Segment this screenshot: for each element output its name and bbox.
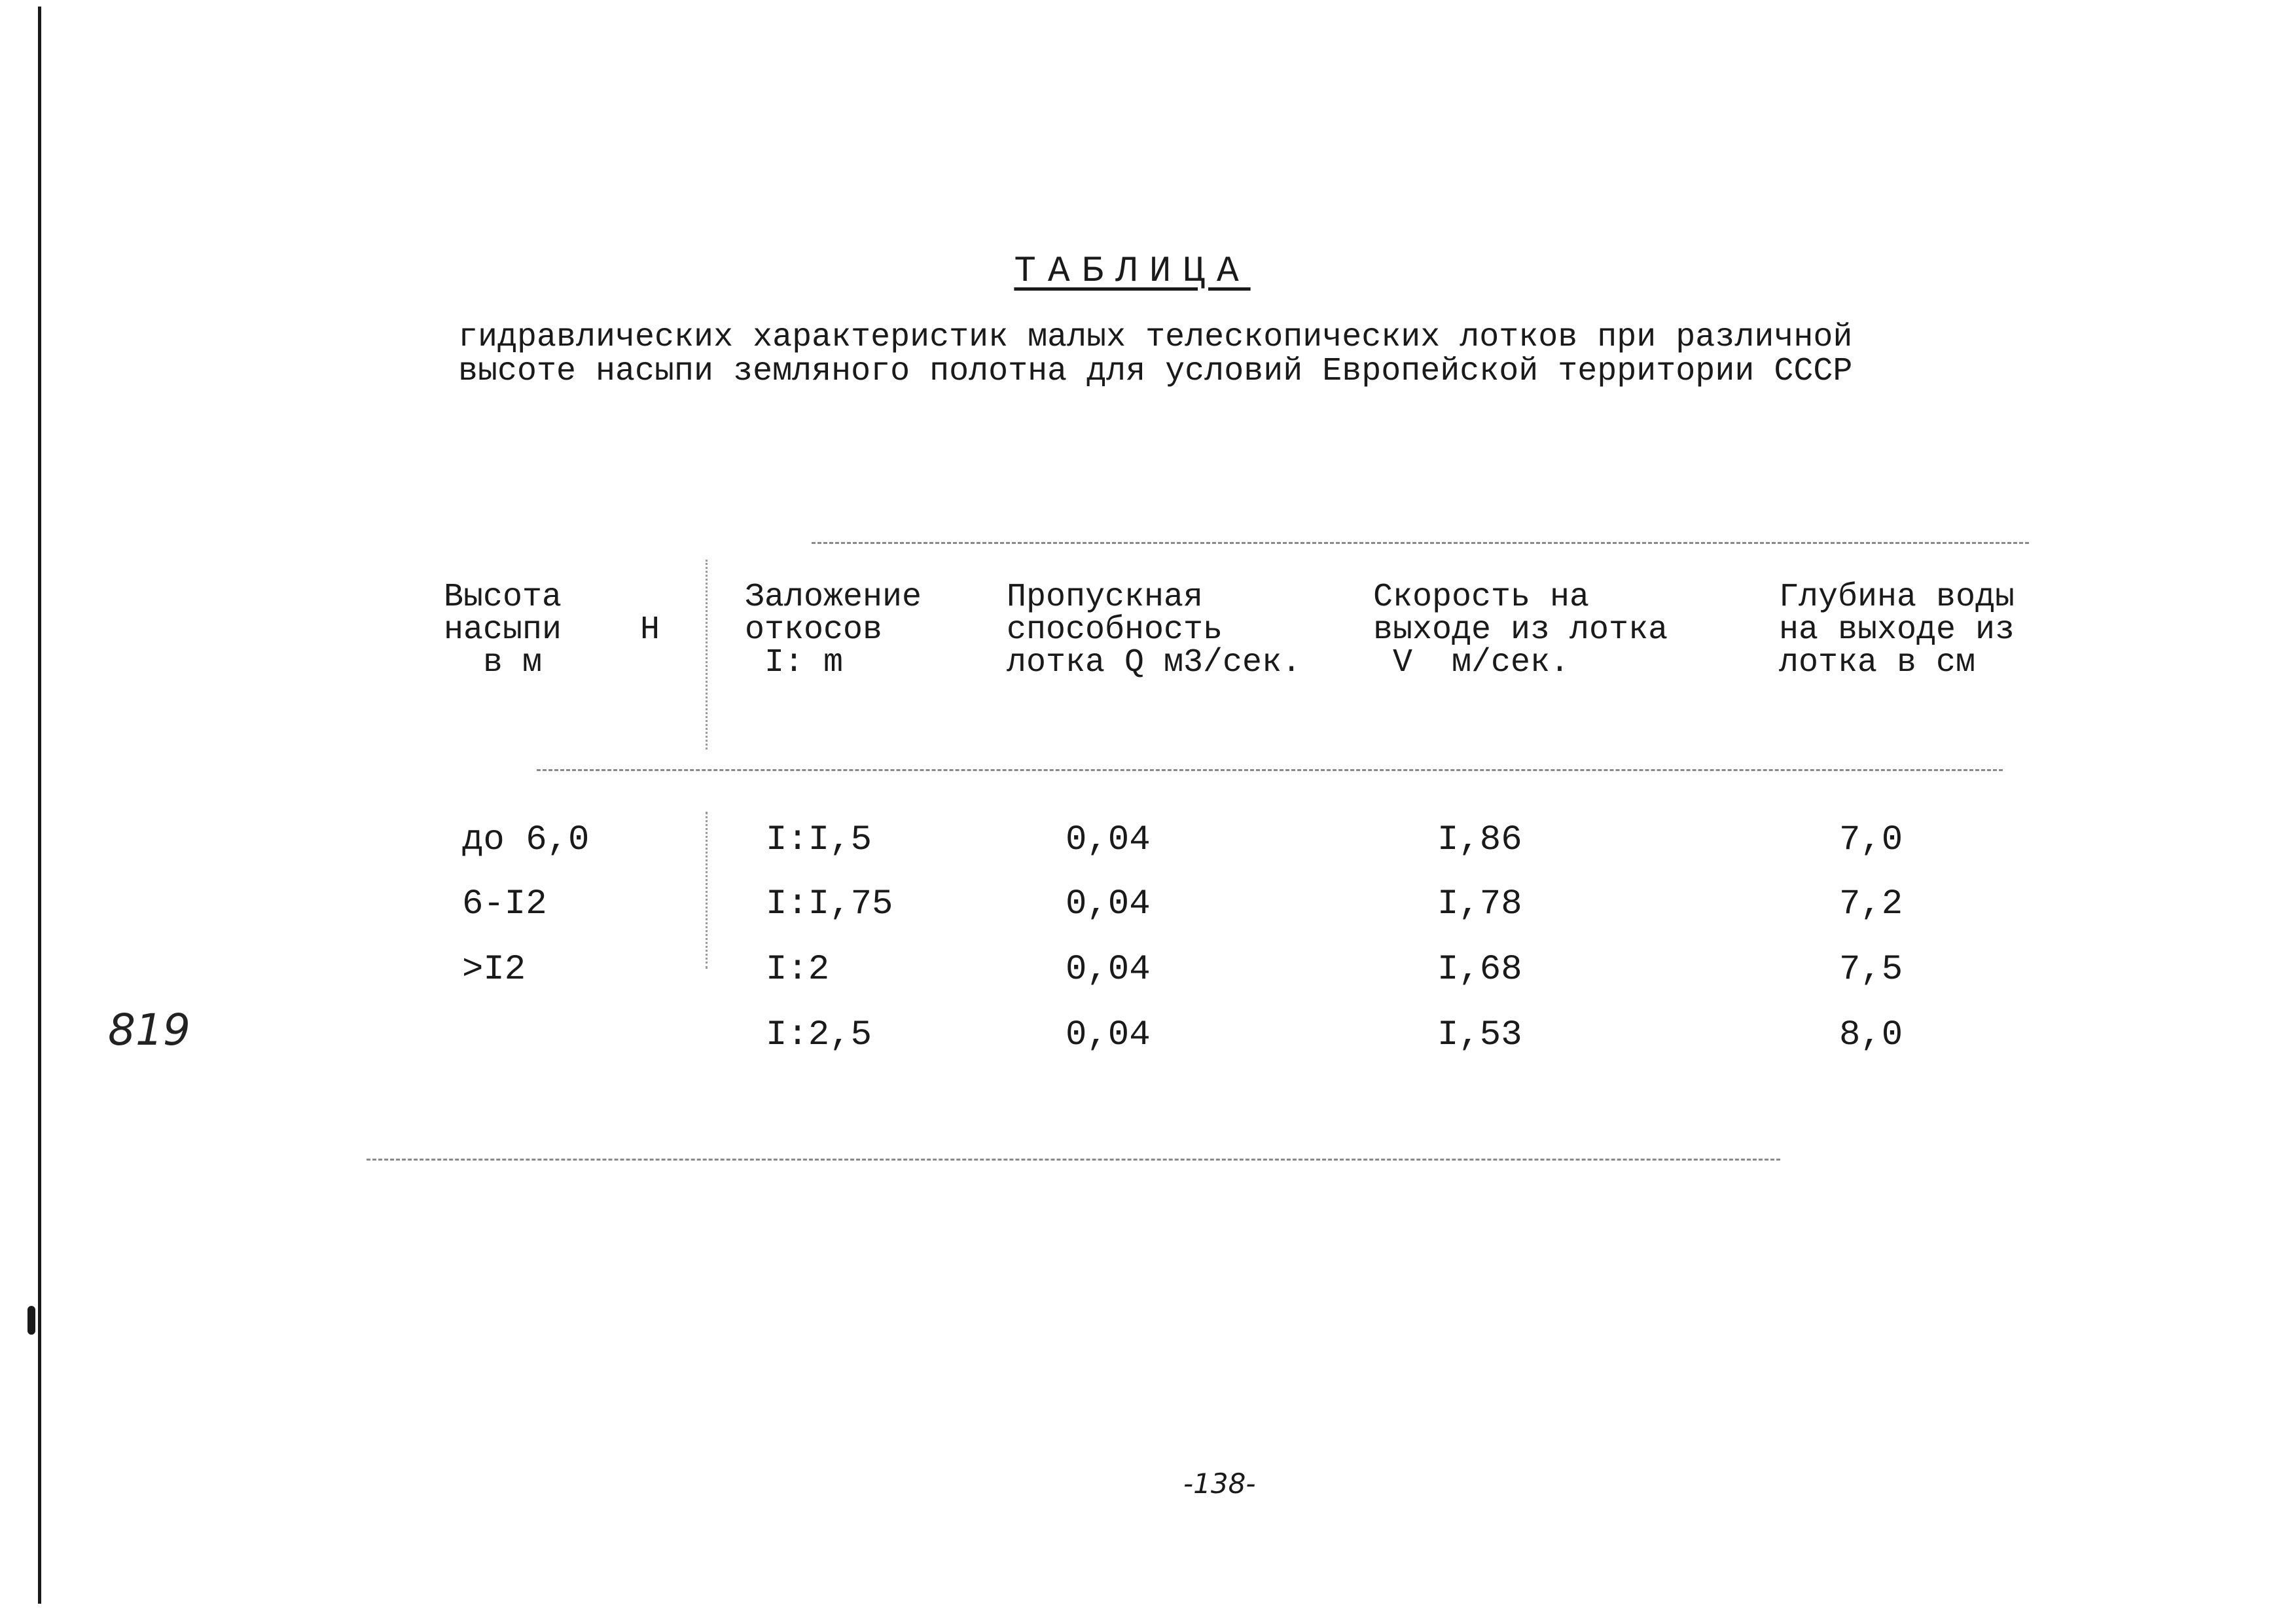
column-separator bbox=[706, 812, 708, 969]
table-cell: 0,04 bbox=[1066, 820, 1151, 860]
page-number: -138- bbox=[1183, 1468, 1256, 1500]
table-top-rule bbox=[812, 542, 2029, 544]
table-cell: I:I,75 bbox=[766, 884, 893, 924]
handwritten-margin-note: 819 bbox=[108, 1005, 190, 1055]
table-cell: 6-I2 bbox=[462, 884, 547, 924]
table-cell: до 6,0 bbox=[462, 820, 590, 860]
header-capacity: Пропускная способность лотка Q м3/сек. bbox=[1007, 579, 1302, 681]
table-cell: 7,0 bbox=[1839, 820, 1903, 860]
table-cell: I,68 bbox=[1437, 950, 1522, 990]
table-cell: I,86 bbox=[1437, 820, 1522, 860]
table-bottom-rule bbox=[367, 1159, 1780, 1161]
table-cell: I,78 bbox=[1437, 884, 1522, 924]
header-embankment-height: Высота насыпи Н в м bbox=[444, 579, 660, 681]
binding-mark bbox=[27, 1306, 35, 1335]
column-separator bbox=[706, 560, 708, 749]
table-cell: 0,04 bbox=[1066, 884, 1151, 924]
table-cell: 7,2 bbox=[1839, 884, 1903, 924]
table-cell: 0,04 bbox=[1066, 950, 1151, 990]
header-slope-ratio: Заложение откосов I: m bbox=[745, 579, 922, 681]
table-cell: I:2,5 bbox=[766, 1015, 872, 1055]
table-cell: I,53 bbox=[1437, 1015, 1522, 1055]
table-cell: 8,0 bbox=[1839, 1015, 1903, 1055]
table-header-rule bbox=[537, 769, 2003, 771]
document-subtitle: гидравлических характеристик малых телескопических лотков при различной высоте насыпи земляного полотна для условий Европейской территории СССР bbox=[458, 319, 1853, 390]
header-water-depth: Глубина воды на выходе из лотка в см bbox=[1779, 579, 2015, 681]
header-exit-velocity: Скорость на выходе из лотка V м/сек. bbox=[1373, 579, 1668, 681]
binding-line bbox=[38, 7, 41, 1604]
table-cell: 7,5 bbox=[1839, 950, 1903, 990]
table-cell: I:2 bbox=[766, 950, 830, 990]
table-cell: 0,04 bbox=[1066, 1015, 1151, 1055]
table-cell: >I2 bbox=[462, 950, 526, 990]
table-cell: I:I,5 bbox=[766, 820, 872, 860]
document-title: ТАБЛИЦА bbox=[1014, 250, 1251, 292]
